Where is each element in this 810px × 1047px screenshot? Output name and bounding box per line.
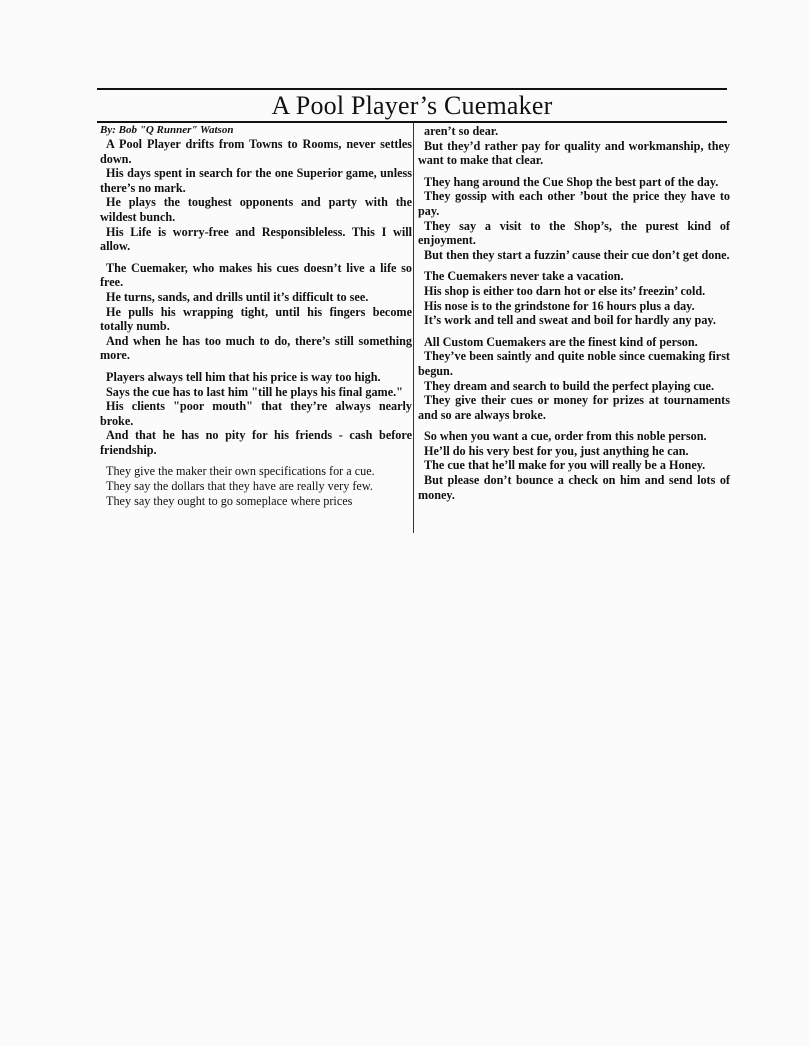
poem-line: His nose is to the grindstone for 16 hours plus a day. (424, 298, 695, 313)
stanza (418, 124, 730, 168)
stanza (100, 464, 412, 508)
stanza (418, 269, 730, 327)
title-top-rule (97, 88, 727, 90)
byline: By: Bob "Q Runner" Watson (100, 124, 234, 136)
poem-line: They say the dollars that they have are really very few. (106, 479, 373, 494)
left-column (100, 124, 412, 515)
poem-line: They’ve been saintly and quite noble since cuemaking first begun. (418, 349, 730, 378)
stanza (100, 137, 412, 254)
poem-line: Says the cue has to last him "till he plays his final game." (106, 384, 403, 399)
poem-line: He’ll do his very best for you, just anything he can. (424, 443, 689, 458)
poem-line: They hang around the Cue Shop the best part of the day. (424, 174, 719, 189)
poem-line: He turns, sands, and drills until it’s difficult to see. (106, 289, 369, 304)
poem-line: They say they ought to go someplace where prices (106, 493, 353, 508)
poem-line: His Life is worry-free and Responsibleless. This I will allow. (100, 224, 412, 254)
poem-line: All Custom Cuemakers are the finest kind of person. (424, 334, 698, 349)
poem-line: He plays the toughest opponents and party with the wildest bunch. (100, 195, 412, 224)
poem-line: So when you want a cue, order from this noble person. (424, 429, 707, 444)
poem-line: Players always tell him that his price is way too high. (106, 369, 381, 384)
poem-line: A Pool Player drifts from Towns to Rooms, never settles down. (100, 137, 412, 166)
poem-line: It’s work and tell and sweat and boil for hardly any pay. (424, 313, 716, 328)
right-stanzas (418, 124, 730, 502)
poem-line: They give the maker their own specifications for a cue. (106, 464, 375, 479)
left-stanzas (100, 137, 412, 508)
poem-line: The Cuemakers never take a vacation. (424, 269, 624, 284)
poem-line: The cue that he’ll make for you will really be a Honey. (424, 458, 706, 473)
column-divider (413, 123, 414, 533)
poem-line: They dream and search to build the perfect playing cue. (424, 378, 715, 393)
poem-line: And that he has no pity for his friends - cash before friendship. (100, 428, 412, 457)
title-bottom-rule (97, 121, 727, 123)
poem-line: But then they start a fuzzin’ cause their cue don’t get done. (424, 247, 730, 262)
article-title: A Pool Player’s Cuemaker (271, 91, 553, 120)
stanza (418, 429, 730, 502)
poem-line: They gossip with each other ’bout the price they have to pay. (418, 189, 730, 218)
poem-line: His days spent in search for the one Superior game, unless there’s no mark. (100, 166, 412, 195)
poem-line: But they’d rather pay for quality and workmanship, they want to make that clear. (418, 138, 730, 168)
poem-line: And when he has too much to do, there’s still something more. (100, 333, 412, 363)
poem-line: His shop is either too darn hot or else its’ freezin’ cold. (424, 283, 706, 298)
stanza (418, 335, 730, 423)
poem-line: But please don’t bounce a check on him and send lots of money. (418, 473, 730, 502)
poem-line: His clients "poor mouth" that they’re always nearly broke. (100, 399, 412, 428)
stanza (418, 175, 730, 263)
poem-line: They say a visit to the Shop’s, the purest kind of enjoyment. (418, 218, 730, 248)
poem-line: aren’t so dear. (424, 124, 499, 138)
right-column (418, 124, 730, 509)
poem-line: The Cuemaker, who makes his cues doesn’t live a life so free. (100, 260, 412, 290)
stanza (100, 370, 412, 458)
poem-line: He pulls his wrapping tight, until his fingers become totally numb. (100, 304, 412, 334)
stanza (100, 261, 412, 363)
poem-line: They give their cues or money for prizes at tournaments and so are always broke. (418, 393, 730, 422)
